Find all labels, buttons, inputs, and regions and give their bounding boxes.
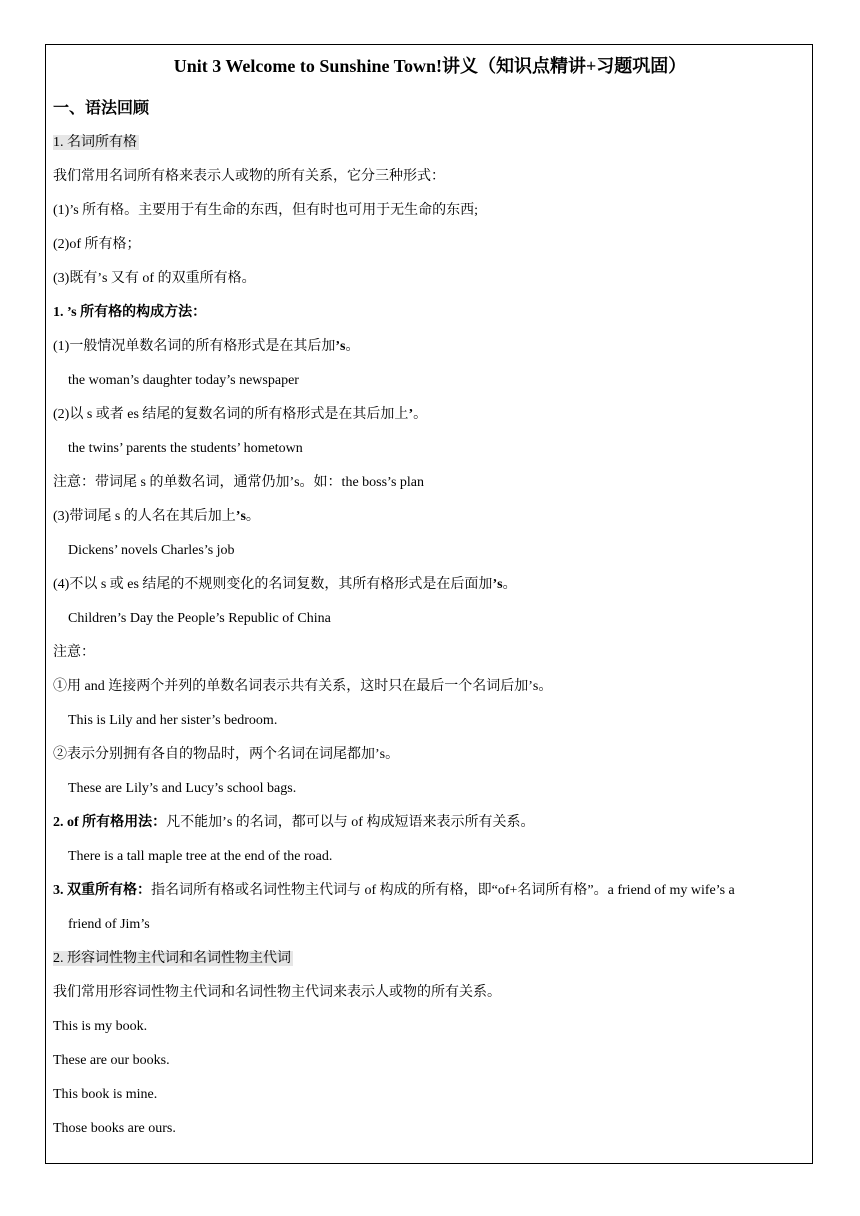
example: Dickens’ novels Charles’s job <box>68 543 235 558</box>
paragraph: (1)’s 所有格。主要用于有生命的东西，但有时也可用于无生命的东西; <box>53 203 479 218</box>
rule-item: (4)不以 s 或 es 结尾的不规则变化的名词复数，其所有格形式是在后面加’s。 <box>53 577 517 592</box>
paragraph: (2)of 所有格； <box>53 237 141 252</box>
rule-item: (3)带词尾 s 的人名在其后加上’s。 <box>53 509 260 524</box>
subheading-noun-possessive: 1. 名词所有格 <box>53 135 137 150</box>
example: This book is mine. <box>53 1087 158 1102</box>
example: Children’s Day the People’s Republic of China <box>68 611 331 626</box>
example: the twins’ parents the students’ hometown <box>68 441 303 456</box>
subheading-pronouns: 2. 形容词性物主代词和名词性物主代词 <box>53 951 291 966</box>
page-title: Unit 3 Welcome to Sunshine Town!讲义（知识点精讲+习题巩固） <box>173 56 687 76</box>
example: Those books are ours. <box>53 1121 176 1136</box>
content-frame <box>45 44 813 1164</box>
rule-heading: 1. ’s 所有格的构成方法： <box>53 305 207 320</box>
note-item: ①用 and 连接两个并列的单数名词表示共有关系，这时只在最后一个名词后加’s。 <box>53 679 553 694</box>
note: 注意：带词尾 s 的单数名词，通常仍加’s。如：the boss’s plan <box>53 475 424 490</box>
rule-item: 2. of 所有格用法：凡不能加’s 的名词，都可以与 of 构成短语来表示所有关系。 <box>53 815 535 830</box>
paragraph: 我们常用名词所有格来表示人或物的所有关系，它分三种形式： <box>53 169 445 184</box>
example: friend of Jim’s <box>68 917 150 932</box>
rule-item: (1)一般情况单数名词的所有格形式是在其后加’s。 <box>53 339 360 354</box>
note: 注意： <box>53 645 95 660</box>
note-item: ②表示分别拥有各自的物品时，两个名词在词尾都加’s。 <box>53 747 400 762</box>
example: the woman’s daughter today’s newspaper <box>68 373 299 388</box>
example: There is a tall maple tree at the end of the road. <box>68 849 333 864</box>
rule-item: (2)以 s 或者 es 结尾的复数名词的所有格形式是在其后加上’。 <box>53 407 428 422</box>
paragraph: 我们常用形容词性物主代词和名词性物主代词来表示人或物的所有关系。 <box>53 985 501 1000</box>
example: This is Lily and her sister’s bedroom. <box>68 713 278 728</box>
example: This is my book. <box>53 1019 148 1034</box>
example: These are our books. <box>53 1053 170 1068</box>
section-heading-grammar: 一、语法回顾 <box>53 100 150 117</box>
rule-item: 3. 双重所有格：指名词所有格或名词性物主代词与 of 构成的所有格，即“of+名词所有格”。a friend of my wife’s a <box>53 883 735 898</box>
example: These are Lily’s and Lucy’s school bags. <box>68 781 297 796</box>
paragraph: (3)既有’s 又有 of 的双重所有格。 <box>53 271 256 286</box>
